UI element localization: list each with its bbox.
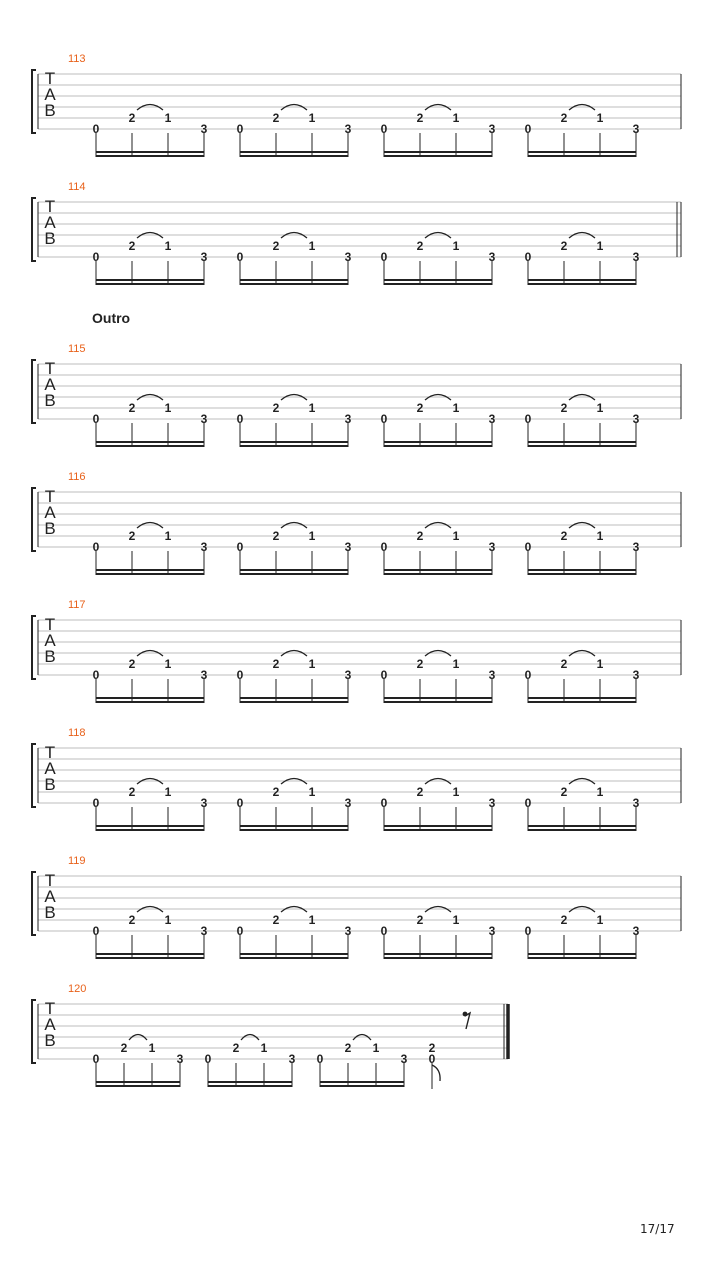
fret-number: 2: [272, 657, 280, 671]
tab-clef-letter: A: [44, 1015, 56, 1034]
fret-number: 1: [164, 239, 172, 253]
fret-number: 2: [416, 529, 424, 543]
fret-number: 0: [92, 412, 100, 426]
beam-primary: [96, 1085, 180, 1087]
fret-number: 3: [488, 540, 496, 554]
beam-primary: [384, 445, 492, 447]
beam-primary: [240, 829, 348, 831]
measure-number: 114: [68, 181, 86, 193]
beam-primary: [384, 283, 492, 285]
fret-number: 3: [200, 540, 208, 554]
fret-number: 2: [560, 913, 568, 927]
fret-number: 2: [560, 657, 568, 671]
fret-number: 2: [560, 239, 568, 253]
fret-number: 1: [596, 401, 604, 415]
beam-primary: [528, 283, 636, 285]
beam-primary: [96, 701, 204, 703]
fret-number: 2: [416, 657, 424, 671]
fret-number: 3: [288, 1052, 296, 1066]
beam-secondary: [384, 569, 492, 571]
fret-number: 3: [200, 924, 208, 938]
beam-secondary: [528, 569, 636, 571]
beam-primary: [240, 283, 348, 285]
fret-number: 3: [632, 924, 640, 938]
staff-brace: [32, 1000, 36, 1063]
beam-secondary: [384, 279, 492, 281]
tab-clef-letter: B: [44, 101, 56, 120]
beam-secondary: [240, 569, 348, 571]
fret-number: 1: [452, 913, 460, 927]
beam-primary: [384, 829, 492, 831]
fret-number: 2: [272, 529, 280, 543]
fret-number: 2: [128, 657, 136, 671]
fret-number: 0: [428, 1052, 436, 1066]
fret-number: 2: [416, 111, 424, 125]
fret-number: 3: [344, 250, 352, 264]
beam-primary: [240, 957, 348, 959]
fret-number: 1: [596, 111, 604, 125]
measure-number: 120: [68, 983, 87, 995]
tab-clef-letter: B: [44, 391, 56, 410]
beam-primary: [528, 701, 636, 703]
beam-secondary: [384, 151, 492, 153]
beam-secondary: [96, 953, 204, 955]
fret-number: 2: [560, 529, 568, 543]
tab-clef-letter: T: [44, 743, 56, 762]
beam-secondary: [384, 825, 492, 827]
tab-clef-letter: T: [44, 615, 56, 634]
fret-number: 3: [632, 122, 640, 136]
fret-number: 3: [632, 796, 640, 810]
tab-clef-letter: B: [44, 519, 56, 538]
fret-number: 0: [380, 122, 388, 136]
beam-primary: [96, 957, 204, 959]
fret-number: 0: [524, 122, 532, 136]
tab-clef-letter: T: [44, 69, 56, 88]
fret-number: 1: [308, 657, 316, 671]
beam-secondary: [96, 1081, 180, 1083]
fret-number: 3: [488, 122, 496, 136]
beam-primary: [384, 701, 492, 703]
fret-number: 0: [236, 250, 244, 264]
fret-number: 1: [372, 1041, 380, 1055]
fret-number: 3: [632, 412, 640, 426]
beam-primary: [384, 957, 492, 959]
fret-number: 1: [452, 529, 460, 543]
beam-primary: [320, 1085, 404, 1087]
beam-secondary: [528, 151, 636, 153]
beam-secondary: [528, 697, 636, 699]
fret-number: 2: [416, 401, 424, 415]
staff-brace: [32, 70, 36, 133]
fret-number: 1: [596, 529, 604, 543]
beam-secondary: [384, 953, 492, 955]
fret-number: 2: [232, 1041, 240, 1055]
beam-secondary: [528, 953, 636, 955]
fret-number: 3: [400, 1052, 408, 1066]
fret-number: 1: [452, 785, 460, 799]
tab-clef-letter: A: [44, 631, 56, 650]
tab-clef-letter: A: [44, 759, 56, 778]
tab-clef-letter: T: [44, 359, 56, 378]
fret-number: 2: [416, 785, 424, 799]
fret-number: 3: [200, 122, 208, 136]
fret-number: 1: [148, 1041, 156, 1055]
fret-number: 3: [488, 668, 496, 682]
fret-number: 0: [92, 122, 100, 136]
fret-number: 1: [308, 111, 316, 125]
beam-secondary: [240, 151, 348, 153]
beam-secondary: [96, 825, 204, 827]
measure-number: 117: [68, 599, 86, 611]
staff-brace: [32, 872, 36, 935]
fret-number: 0: [524, 250, 532, 264]
measure-number: 116: [68, 471, 86, 483]
fret-number: 0: [92, 924, 100, 938]
beam-secondary: [320, 1081, 404, 1083]
fret-number: 2: [128, 785, 136, 799]
fret-number: 1: [164, 111, 172, 125]
beam-primary: [528, 155, 636, 157]
fret-number: 2: [560, 111, 568, 125]
beam-secondary: [528, 279, 636, 281]
fret-number: 2: [272, 913, 280, 927]
fret-number: 0: [204, 1052, 212, 1066]
beam-secondary: [240, 953, 348, 955]
fret-number: 2: [128, 239, 136, 253]
fret-number: 0: [92, 796, 100, 810]
beam-primary: [240, 155, 348, 157]
fret-number: 3: [488, 412, 496, 426]
beam-primary: [240, 701, 348, 703]
fret-number: 3: [488, 796, 496, 810]
fret-number: 3: [200, 412, 208, 426]
staff-brace: [32, 616, 36, 679]
beam-secondary: [384, 697, 492, 699]
fret-number: 2: [428, 1041, 436, 1055]
fret-number: 0: [524, 412, 532, 426]
fret-number: 1: [596, 239, 604, 253]
fret-number: 3: [200, 668, 208, 682]
fret-number: 0: [92, 540, 100, 554]
beam-secondary: [240, 279, 348, 281]
fret-number: 0: [524, 540, 532, 554]
fret-number: 3: [632, 540, 640, 554]
beam-secondary: [96, 697, 204, 699]
beam-primary: [384, 573, 492, 575]
fret-number: 1: [308, 529, 316, 543]
beam-secondary: [528, 441, 636, 443]
fret-number: 2: [128, 401, 136, 415]
fret-number: 0: [236, 668, 244, 682]
tab-clef-letter: A: [44, 85, 56, 104]
fret-number: 1: [452, 239, 460, 253]
beam-primary: [528, 957, 636, 959]
fret-number: 3: [488, 250, 496, 264]
beam-primary: [240, 445, 348, 447]
fret-number: 1: [164, 529, 172, 543]
tab-clef-letter: T: [44, 871, 56, 890]
beam-primary: [528, 445, 636, 447]
beam-primary: [96, 829, 204, 831]
tab-clef-letter: B: [44, 229, 56, 248]
fret-number: 0: [236, 412, 244, 426]
fret-number: 0: [380, 540, 388, 554]
fret-number: 0: [380, 924, 388, 938]
fret-number: 0: [92, 1052, 100, 1066]
fret-number: 1: [452, 657, 460, 671]
fret-number: 1: [164, 785, 172, 799]
page-number: 17/17: [640, 1222, 675, 1236]
beam-primary: [96, 283, 204, 285]
fret-number: 3: [344, 412, 352, 426]
fret-number: 2: [128, 913, 136, 927]
fret-number: 0: [380, 250, 388, 264]
fret-number: 2: [272, 239, 280, 253]
fret-number: 0: [380, 668, 388, 682]
fret-number: 2: [560, 785, 568, 799]
measure-number: 113: [68, 53, 86, 65]
tab-clef-letter: A: [44, 213, 56, 232]
fret-number: 1: [164, 657, 172, 671]
beam-primary: [528, 573, 636, 575]
staff-brace: [32, 198, 36, 261]
measure-number: 115: [68, 343, 86, 355]
tab-clef-letter: T: [44, 999, 56, 1018]
fret-number: 3: [488, 924, 496, 938]
fret-number: 1: [308, 239, 316, 253]
fret-number: 1: [596, 913, 604, 927]
fret-number: 1: [452, 111, 460, 125]
eighth-flag: [432, 1065, 440, 1081]
staff-brace: [32, 488, 36, 551]
staff-brace: [32, 744, 36, 807]
beam-secondary: [240, 441, 348, 443]
fret-number: 3: [344, 796, 352, 810]
tab-clef-letter: T: [44, 487, 56, 506]
fret-number: 0: [236, 796, 244, 810]
measure-number: 119: [68, 855, 86, 867]
tab-clef-letter: A: [44, 887, 56, 906]
fret-number: 1: [164, 401, 172, 415]
beam-secondary: [96, 279, 204, 281]
beam-primary: [96, 573, 204, 575]
fret-number: 1: [308, 785, 316, 799]
beam-primary: [384, 155, 492, 157]
tab-clef-letter: B: [44, 1031, 56, 1050]
fret-number: 1: [452, 401, 460, 415]
beam-secondary: [240, 697, 348, 699]
fret-number: 3: [176, 1052, 184, 1066]
fret-number: 3: [344, 122, 352, 136]
fret-number: 0: [380, 412, 388, 426]
fret-number: 2: [128, 529, 136, 543]
tab-clef-letter: T: [44, 197, 56, 216]
staff-brace: [32, 360, 36, 423]
tab-clef-letter: B: [44, 775, 56, 794]
beam-primary: [96, 155, 204, 157]
fret-number: 0: [524, 796, 532, 810]
fret-number: 0: [92, 250, 100, 264]
fret-number: 3: [200, 796, 208, 810]
tab-clef-letter: A: [44, 375, 56, 394]
fret-number: 2: [272, 785, 280, 799]
tab-clef-letter: A: [44, 503, 56, 522]
beam-secondary: [240, 825, 348, 827]
fret-number: 3: [344, 540, 352, 554]
fret-number: 1: [596, 785, 604, 799]
beam-primary: [528, 829, 636, 831]
fret-number: 2: [416, 913, 424, 927]
fret-number: 3: [344, 668, 352, 682]
fret-number: 2: [416, 239, 424, 253]
beam-secondary: [208, 1081, 292, 1083]
tab-clef-letter: B: [44, 647, 56, 666]
beam-secondary: [384, 441, 492, 443]
fret-number: 2: [560, 401, 568, 415]
fret-number: 3: [632, 250, 640, 264]
fret-number: 0: [92, 668, 100, 682]
fret-number: 0: [236, 122, 244, 136]
measure-number: 118: [68, 727, 86, 739]
fret-number: 1: [260, 1041, 268, 1055]
fret-number: 1: [164, 913, 172, 927]
beam-secondary: [96, 151, 204, 153]
beam-primary: [96, 445, 204, 447]
beam-secondary: [528, 825, 636, 827]
tab-clef-letter: B: [44, 903, 56, 922]
fret-number: 0: [380, 796, 388, 810]
fret-number: 0: [524, 668, 532, 682]
fret-number: 3: [632, 668, 640, 682]
fret-number: 1: [308, 913, 316, 927]
fret-number: 2: [272, 111, 280, 125]
fret-number: 1: [308, 401, 316, 415]
fret-number: 2: [344, 1041, 352, 1055]
beam-secondary: [96, 441, 204, 443]
fret-number: 2: [128, 111, 136, 125]
section-label-outro: Outro: [92, 310, 131, 326]
fret-number: 0: [316, 1052, 324, 1066]
fret-number: 0: [236, 540, 244, 554]
fret-number: 2: [120, 1041, 128, 1055]
beam-primary: [240, 573, 348, 575]
fret-number: 1: [596, 657, 604, 671]
fret-number: 0: [524, 924, 532, 938]
fret-number: 2: [272, 401, 280, 415]
fret-number: 3: [344, 924, 352, 938]
fret-number: 3: [200, 250, 208, 264]
fret-number: 0: [236, 924, 244, 938]
beam-primary: [208, 1085, 292, 1087]
beam-secondary: [96, 569, 204, 571]
